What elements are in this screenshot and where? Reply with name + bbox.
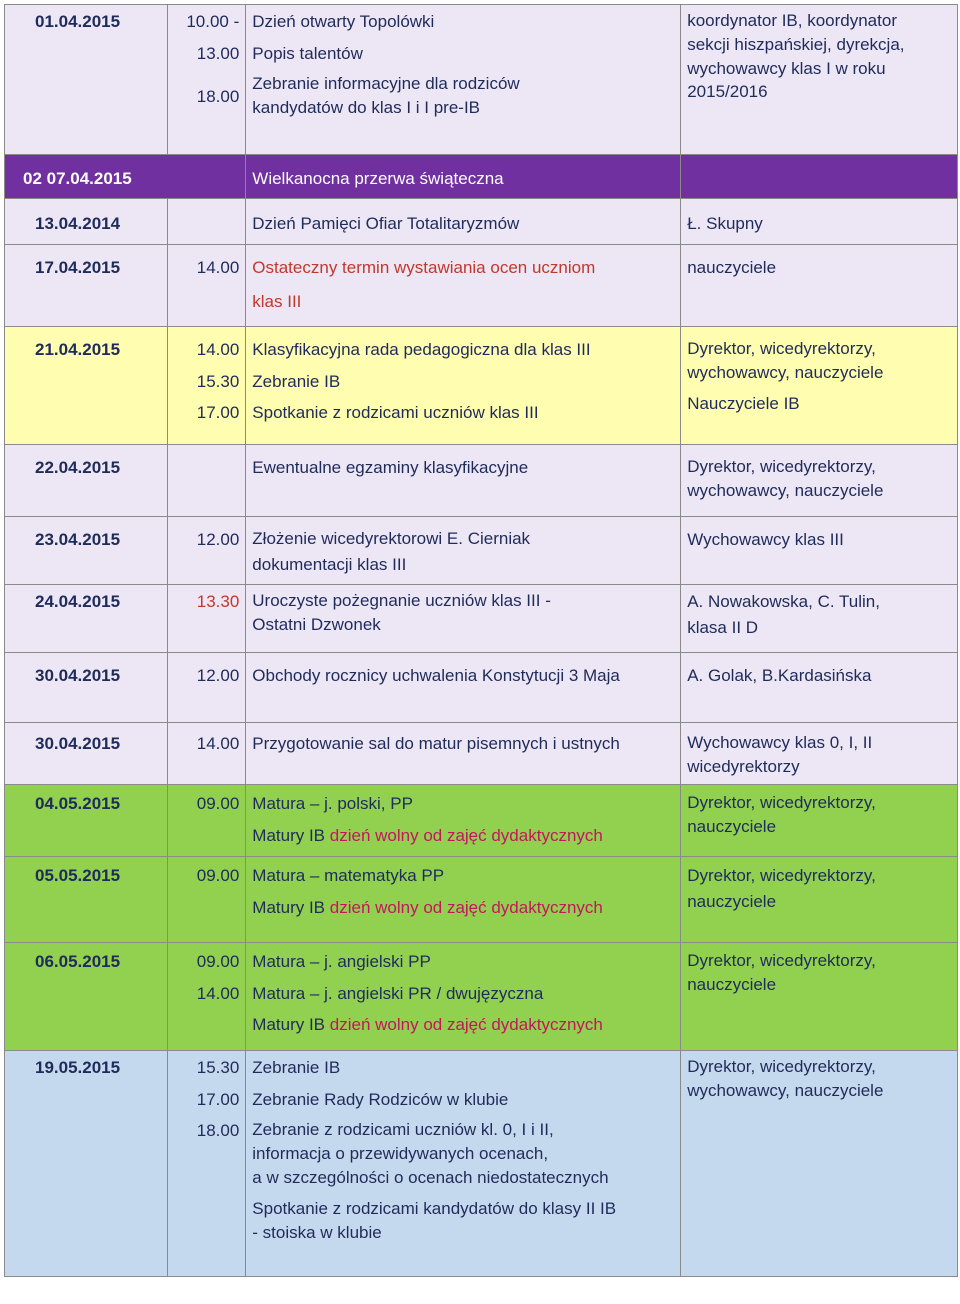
- event-text: Zebranie z rodzicami uczniów kl. 0, I i II,: [252, 1120, 554, 1139]
- event-text: Matura – j. angielski PP: [252, 952, 431, 971]
- time-text: 09.00: [196, 952, 240, 971]
- table-row: [5, 5, 958, 155]
- responsible-text: wychowawcy, nauczyciele: [687, 1080, 884, 1100]
- event-cell: Obchody rocznicy uchwalenia Konstytucji 3 Maja: [246, 653, 681, 723]
- ib-note: dzień wolny od zajęć dydaktycznych: [329, 825, 603, 845]
- responsible-cell: [681, 5, 958, 155]
- time-text: 15.30: [196, 371, 240, 391]
- event-text: Spotkanie z rodzicami uczniów klas III: [252, 403, 539, 422]
- table-row: [5, 857, 958, 943]
- responsible-cell: [681, 943, 958, 1051]
- event-text: a w szczególności o ocenach niedostatecznych: [252, 1167, 609, 1187]
- event-cell: [246, 517, 681, 585]
- event-text: Uroczyste pożegnanie uczniów klas III -: [252, 591, 551, 610]
- event-cell: [246, 585, 681, 653]
- event-text: Spotkanie z rodzicami kandydatów do klasy II IB: [252, 1199, 617, 1219]
- responsible-text: nauczyciele: [687, 974, 777, 994]
- event-cell: [246, 245, 681, 327]
- responsible-text: Dyrektor, wicedyrektorzy,: [687, 951, 876, 970]
- responsible-text: nauczyciele: [687, 816, 777, 836]
- table-row: [5, 245, 958, 327]
- responsible-text: wicedyrektorzy: [687, 756, 800, 776]
- time-cell: 09.00: [168, 785, 246, 857]
- table-row: [5, 943, 958, 1051]
- responsible-cell: [681, 785, 958, 857]
- responsible-text: Wychowawcy klas 0, I, II: [687, 733, 873, 752]
- responsible-text: Nauczyciele IB: [687, 393, 800, 413]
- time-cell: 12.00: [168, 517, 246, 585]
- event-text: Zebranie Rady Rodziców w klubie: [252, 1089, 509, 1109]
- ib-note: dzień wolny od zajęć dydaktycznych: [329, 1015, 603, 1034]
- responsible-text: Dyrektor, wicedyrektorzy,: [687, 339, 876, 358]
- table-row: [5, 1051, 958, 1277]
- time-cell: [168, 199, 246, 245]
- table-row: [5, 199, 958, 245]
- event-text: Złożenie wicedyrektorowi E. Cierniak: [252, 529, 531, 548]
- date-cell: 02 07.04.2015: [5, 155, 246, 199]
- table-row: [5, 327, 958, 445]
- event-text: kandydatów do klas I i I pre-IB: [252, 97, 481, 117]
- table-row: [5, 653, 958, 723]
- responsible-cell: [681, 155, 958, 199]
- table-row: [5, 155, 958, 199]
- event-cell: [246, 1051, 681, 1277]
- event-text: Popis talentów: [252, 43, 363, 63]
- time-cell: [168, 327, 246, 445]
- event-cell: [246, 857, 681, 943]
- event-text: Ostatni Dzwonek: [252, 614, 381, 634]
- event-text: Zebranie informacyjne dla rodziców: [252, 74, 520, 93]
- responsible-text: wychowawcy, nauczyciele: [687, 362, 884, 382]
- ib-exam-label: Matury IB: [252, 1015, 326, 1034]
- date-cell: 30.04.2015: [5, 653, 168, 723]
- event-cell: [246, 785, 681, 857]
- event-cell: Ewentualne egzaminy klasyfikacyjne: [246, 445, 681, 517]
- event-text: Ostateczny termin wystawiania ocen uczniom: [252, 258, 596, 277]
- time-text: 18.00: [196, 1121, 240, 1140]
- event-text: klas III: [252, 291, 302, 311]
- event-text: - stoiska w klubie: [252, 1223, 382, 1243]
- date-cell: 22.04.2015: [5, 445, 168, 517]
- responsible-text: Dyrektor, wicedyrektorzy,: [687, 793, 876, 812]
- date-cell: 17.04.2015: [5, 245, 168, 327]
- responsible-text: sekcji hiszpańskiej, dyrekcja,: [687, 34, 905, 54]
- event-text: dokumentacji klas III: [252, 554, 407, 574]
- date-cell: 01.04.2015: [5, 5, 168, 155]
- responsible-cell: [681, 857, 958, 943]
- responsible-text: Dyrektor, wicedyrektorzy,: [687, 866, 876, 885]
- event-cell: Dzień Pamięci Ofiar Totalitaryzmów: [246, 199, 681, 245]
- event-cell: Wielkanocna przerwa świąteczna: [246, 155, 681, 199]
- responsible-cell: [681, 445, 958, 517]
- event-text: Matura – matematyka PP: [252, 866, 445, 885]
- time-text: 15.30: [196, 1058, 240, 1077]
- event-text: Matura – j. polski, PP: [252, 794, 413, 813]
- responsible-text: koordynator IB, koordynator: [687, 11, 897, 30]
- responsible-cell: [681, 585, 958, 653]
- date-cell: 30.04.2015: [5, 723, 168, 785]
- time-cell: [168, 5, 246, 155]
- table-row: [5, 585, 958, 653]
- time-cell: [168, 943, 246, 1051]
- table-row: [5, 445, 958, 517]
- event-text: Zebranie IB: [252, 371, 341, 391]
- time-cell: 09.00: [168, 857, 246, 943]
- responsible-text: nauczyciele: [687, 891, 777, 911]
- event-cell: [246, 327, 681, 445]
- time-text: 14.00: [196, 340, 240, 359]
- ib-note: dzień wolny od zajęć dydaktycznych: [329, 897, 603, 917]
- responsible-cell: nauczyciele: [681, 245, 958, 327]
- time-cell: 14.00: [168, 245, 246, 327]
- time-cell: [168, 1051, 246, 1277]
- responsible-text: 2015/2016: [687, 82, 768, 102]
- event-cell: [246, 943, 681, 1051]
- event-text: Zebranie IB: [252, 1058, 341, 1077]
- date-cell: 13.04.2014: [5, 199, 168, 245]
- responsible-text: A. Nowakowska, C. Tulin,: [687, 592, 880, 611]
- event-text: Dzień otwarty Topolówki: [252, 12, 435, 31]
- date-cell: 24.04.2015: [5, 585, 168, 653]
- responsible-text: wychowawcy, nauczyciele: [687, 480, 884, 500]
- date-cell: 05.05.2015: [5, 857, 168, 943]
- event-cell: [246, 5, 681, 155]
- responsible-cell: A. Golak, B.Kardasińska: [681, 653, 958, 723]
- date-cell: 06.05.2015: [5, 943, 168, 1051]
- time-cell: 12.00: [168, 653, 246, 723]
- ib-exam-label: Matury IB: [252, 825, 326, 845]
- date-cell: 21.04.2015: [5, 327, 168, 445]
- responsible-text: klasa II D: [687, 617, 759, 637]
- time-text: 10.00 -: [186, 12, 240, 31]
- time-text: 14.00: [196, 983, 240, 1003]
- responsible-text: wychowawcy klas I w roku: [687, 58, 886, 78]
- responsible-text: Dyrektor, wicedyrektorzy,: [687, 457, 876, 476]
- time-cell: 14.00: [168, 723, 246, 785]
- table-row: [5, 517, 958, 585]
- ib-exam-label: Matury IB: [252, 897, 326, 917]
- table-row: [5, 785, 958, 857]
- event-text: informacja o przewidywanych ocenach,: [252, 1143, 549, 1163]
- responsible-cell: Wychowawcy klas III: [681, 517, 958, 585]
- date-cell: 04.05.2015: [5, 785, 168, 857]
- time-cell: 13.30: [168, 585, 246, 653]
- date-cell: 23.04.2015: [5, 517, 168, 585]
- event-cell: Przygotowanie sal do matur pisemnych i ustnych: [246, 723, 681, 785]
- time-text: 17.00: [196, 1089, 240, 1109]
- time-text: 18.00: [196, 87, 240, 106]
- responsible-cell: [681, 327, 958, 445]
- responsible-cell: [681, 723, 958, 785]
- time-cell: [168, 445, 246, 517]
- event-text: Klasyfikacyjna rada pedagogiczna dla klas III: [252, 340, 591, 359]
- schedule-table: [4, 4, 958, 1277]
- responsible-cell: Ł. Skupny: [681, 199, 958, 245]
- table-row: [5, 723, 958, 785]
- responsible-text: Dyrektor, wicedyrektorzy,: [687, 1057, 876, 1076]
- time-text: 13.00: [196, 43, 240, 63]
- time-text: 17.00: [196, 403, 240, 422]
- date-cell: 19.05.2015: [5, 1051, 168, 1277]
- event-text: Matura – j. angielski PR / dwujęzyczna: [252, 983, 544, 1003]
- responsible-cell: [681, 1051, 958, 1277]
